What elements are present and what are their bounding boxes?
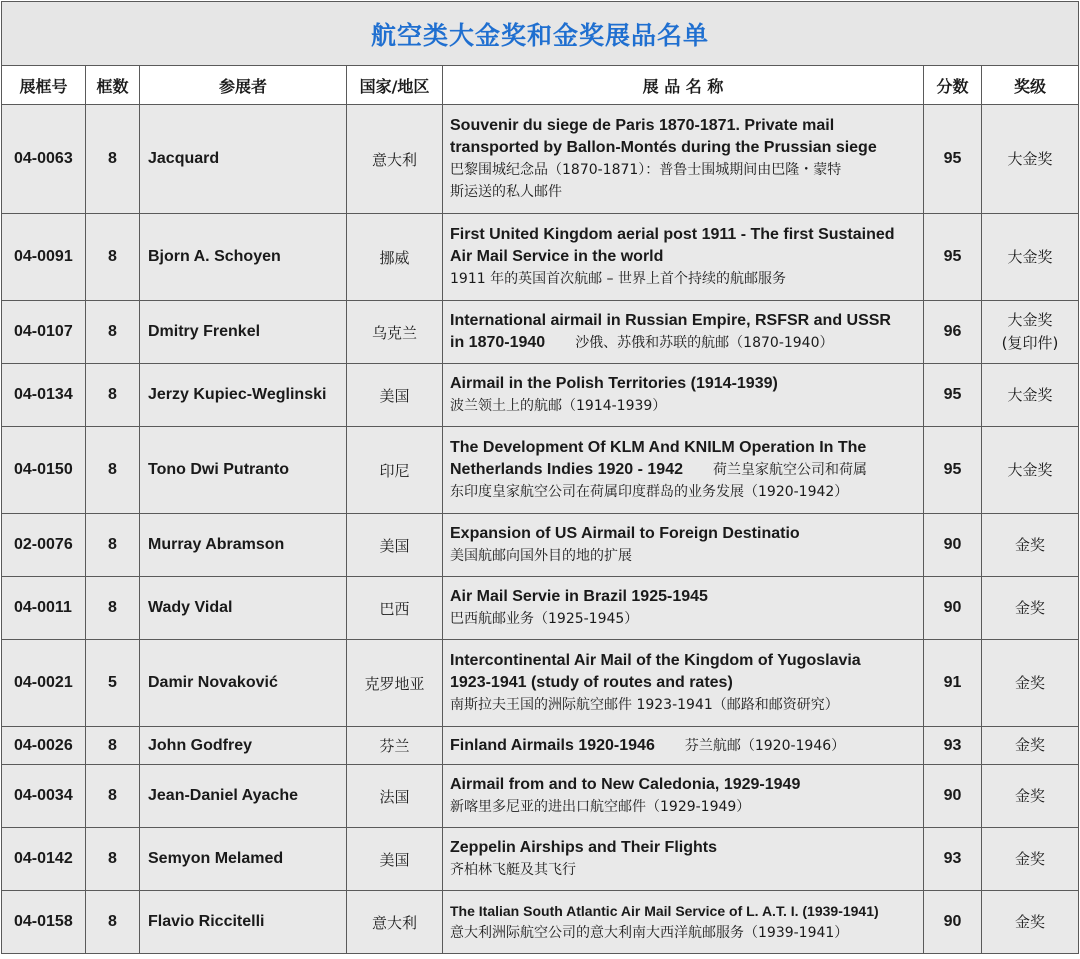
cell-frames: 8 [86,828,140,891]
award-label: 金奖 [1015,736,1046,754]
cell-id: 04-0011 [2,577,86,640]
header-frames: 框数 [86,66,140,105]
exhibit-title-en: Finland Airmails 1920-1946 [450,736,655,754]
cell-country: 挪威 [347,214,443,301]
award-label: 大金奖 [1007,460,1053,479]
cell-exhibit [443,891,924,954]
exhibit-title-zh: 荷兰皇家航空公司和荷属 [713,462,867,478]
cell-exhibitor: Bjorn A. Schoyen [140,214,347,301]
table-row [2,577,1079,640]
cell-award [982,577,1079,640]
exhibit-title-en: The Development Of KLM And KNILM Operation In The [450,439,867,456]
cell-id: 04-0091 [2,214,86,301]
award-label: 金奖 [1015,673,1046,692]
header-award: 奖级 [982,66,1079,105]
cell-id: 04-0107 [2,301,86,364]
table-row [2,427,1079,514]
cell-country: 美国 [347,364,443,427]
exhibit-title-zh: 1911 年的英国首次航邮 – 世界上首个持续的航邮服务 [450,271,786,287]
cell-frames: 8 [86,301,140,364]
cell-frames: 8 [86,514,140,577]
cell-frames: 8 [86,364,140,427]
cell-id: 04-0134 [2,364,86,427]
cell-score: 95 [924,214,982,301]
exhibit-title-en: Airmail in the Polish Territories (1914-1939) [450,375,778,392]
exhibit-title-en: International airmail in Russian Empire, RSFSR and USSR [450,312,891,329]
cell-exhibit [443,514,924,577]
exhibit-title-en: Expansion of US Airmail to Foreign Destinatio [450,525,800,542]
cell-country: 美国 [347,828,443,891]
cell-exhibitor: Jacquard [140,105,347,214]
exhibit-title-zh: 斯运送的私人邮件 [450,184,562,200]
cell-frames: 8 [86,727,140,765]
cell-exhibitor: Flavio Riccitelli [140,891,347,954]
cell-score: 90 [924,891,982,954]
cell-exhibitor: Tono Dwi Putranto [140,427,347,514]
cell-award [982,640,1079,727]
exhibit-title-zh: 芬兰航邮（1920-1946） [684,737,846,754]
cell-score: 95 [924,364,982,427]
award-label: 金奖 [1015,786,1046,805]
table-row [2,301,1079,364]
exhibit-title-en: 1923-1941 (study of routes and rates) [450,674,733,691]
header-id: 展框号 [2,66,86,105]
cell-id: 04-0034 [2,765,86,828]
cell-award [982,765,1079,828]
cell-id: 04-0026 [2,727,86,765]
cell-exhibit [443,577,924,640]
table-title-cell [2,2,1079,66]
cell-exhibit [443,364,924,427]
cell-country: 意大利 [347,105,443,214]
cell-frames: 8 [86,577,140,640]
exhibit-title-en: First United Kingdom aerial post 1911 - The first Sustained [450,226,895,243]
cell-country: 美国 [347,514,443,577]
cell-country: 意大利 [347,891,443,954]
award-label: 大金奖 [1007,385,1053,404]
header-exhibitor: 参展者 [140,66,347,105]
cell-frames: 8 [86,765,140,828]
cell-exhibit [443,828,924,891]
table-row [2,364,1079,427]
cell-score: 93 [924,828,982,891]
cell-country: 法国 [347,765,443,828]
award-label: 大金奖 [1007,247,1053,266]
cell-award [982,214,1079,301]
exhibit-title-en: Air Mail Servie in Brazil 1925-1945 [450,588,708,605]
cell-score: 90 [924,577,982,640]
cell-award [982,427,1079,514]
exhibit-title-zh: 南斯拉夫王国的洲际航空邮件 1923-1941（邮路和邮资研究） [450,697,839,713]
cell-score: 90 [924,765,982,828]
award-note: (复印件) [1001,334,1059,352]
header-country: 国家/地区 [347,66,443,105]
cell-frames: 8 [86,214,140,301]
cell-exhibit [443,727,924,765]
exhibit-title-en: The Italian South Atlantic Air Mail Service of L. A.T. I. (1939-1941) [450,903,879,919]
awards-table [1,1,1079,954]
cell-award [982,364,1079,427]
award-label: 金奖 [1015,912,1046,931]
exhibit-title-zh: 东印度皇家航空公司在荷属印度群岛的业务发展（1920-1942） [450,484,849,500]
cell-score: 95 [924,105,982,214]
cell-exhibit [443,105,924,214]
cell-award [982,727,1079,765]
cell-award [982,301,1079,364]
exhibit-title-zh: 沙俄、苏俄和苏联的航邮（1870-1940） [575,335,834,351]
exhibit-title-zh: 新喀里多尼亚的进出口航空邮件（1929-1949） [450,799,751,815]
award-label: 大金奖 [1007,149,1053,168]
header-row [2,66,1079,105]
award-label: 大金奖 [1007,311,1053,329]
cell-frames: 5 [86,640,140,727]
cell-score: 96 [924,301,982,364]
table-row [2,727,1079,765]
table-row [2,514,1079,577]
cell-frames: 8 [86,105,140,214]
cell-exhibit [443,640,924,727]
cell-id: 04-0063 [2,105,86,214]
award-label: 金奖 [1015,849,1046,868]
cell-exhibit [443,765,924,828]
exhibit-title-en: Airmail from and to New Caledonia, 1929-1949 [450,776,801,793]
exhibit-title-en: transported by Ballon-Montés during the Prussian siege [450,139,877,156]
exhibit-title-zh: 美国航邮向国外目的地的扩展 [450,548,632,564]
cell-frames: 8 [86,891,140,954]
cell-exhibit [443,301,924,364]
table-row [2,640,1079,727]
cell-id: 04-0021 [2,640,86,727]
cell-frames: 8 [86,427,140,514]
table-row [2,891,1079,954]
cell-id: 04-0142 [2,828,86,891]
exhibit-title-zh: 波兰领土上的航邮（1914-1939） [450,398,667,414]
cell-country: 乌克兰 [347,301,443,364]
header-exhibit: 展 品 名 称 [443,66,924,105]
award-label: 金奖 [1015,535,1046,554]
table-row [2,105,1079,214]
exhibit-title-en: Air Mail Service in the world [450,248,664,265]
exhibit-title-en: Netherlands Indies 1920 - 1942 [450,461,683,478]
cell-exhibitor: Semyon Melamed [140,828,347,891]
cell-exhibit [443,214,924,301]
cell-country: 巴西 [347,577,443,640]
cell-award [982,105,1079,214]
cell-score: 91 [924,640,982,727]
cell-award [982,828,1079,891]
cell-country: 芬兰 [347,727,443,765]
cell-award [982,514,1079,577]
cell-exhibitor: Murray Abramson [140,514,347,577]
cell-exhibit [443,427,924,514]
exhibit-title-en: Souvenir du siege de Paris 1870-1871. Private mail [450,117,835,134]
exhibit-title-en: in 1870-1940 [450,334,546,351]
exhibit-title-zh: 意大利洲际航空公司的意大利南大西洋航邮服务（1939-1941） [450,925,849,941]
page-title: 航空类大金奖和金奖展品名单 [371,20,710,50]
cell-country: 克罗地亚 [347,640,443,727]
cell-exhibitor: Wady Vidal [140,577,347,640]
cell-id: 02-0076 [2,514,86,577]
cell-exhibitor: Damir Novaković [140,640,347,727]
header-score: 分数 [924,66,982,105]
cell-score: 95 [924,427,982,514]
cell-id: 04-0150 [2,427,86,514]
exhibit-title-en: Intercontinental Air Mail of the Kingdom of Yugoslavia [450,652,861,669]
cell-exhibitor: Jean-Daniel Ayache [140,765,347,828]
table-row [2,214,1079,301]
exhibit-title-zh: 巴黎围城纪念品（1870-1871）：普鲁士围城期间由巴隆・蒙特 [450,162,842,178]
cell-exhibitor: John Godfrey [140,727,347,765]
cell-exhibitor: Jerzy Kupiec-Weglinski [140,364,347,427]
exhibit-title-en: Zeppelin Airships and Their Flights [450,839,717,856]
table-row [2,828,1079,891]
cell-award [982,891,1079,954]
award-label: 金奖 [1015,598,1046,617]
exhibit-title-zh: 齐柏林飞艇及其飞行 [450,862,576,878]
cell-country: 印尼 [347,427,443,514]
table-row [2,765,1079,828]
cell-id: 04-0158 [2,891,86,954]
exhibit-title-zh: 巴西航邮业务（1925-1945） [450,611,639,627]
cell-score: 90 [924,514,982,577]
cell-exhibitor: Dmitry Frenkel [140,301,347,364]
cell-score: 93 [924,727,982,765]
